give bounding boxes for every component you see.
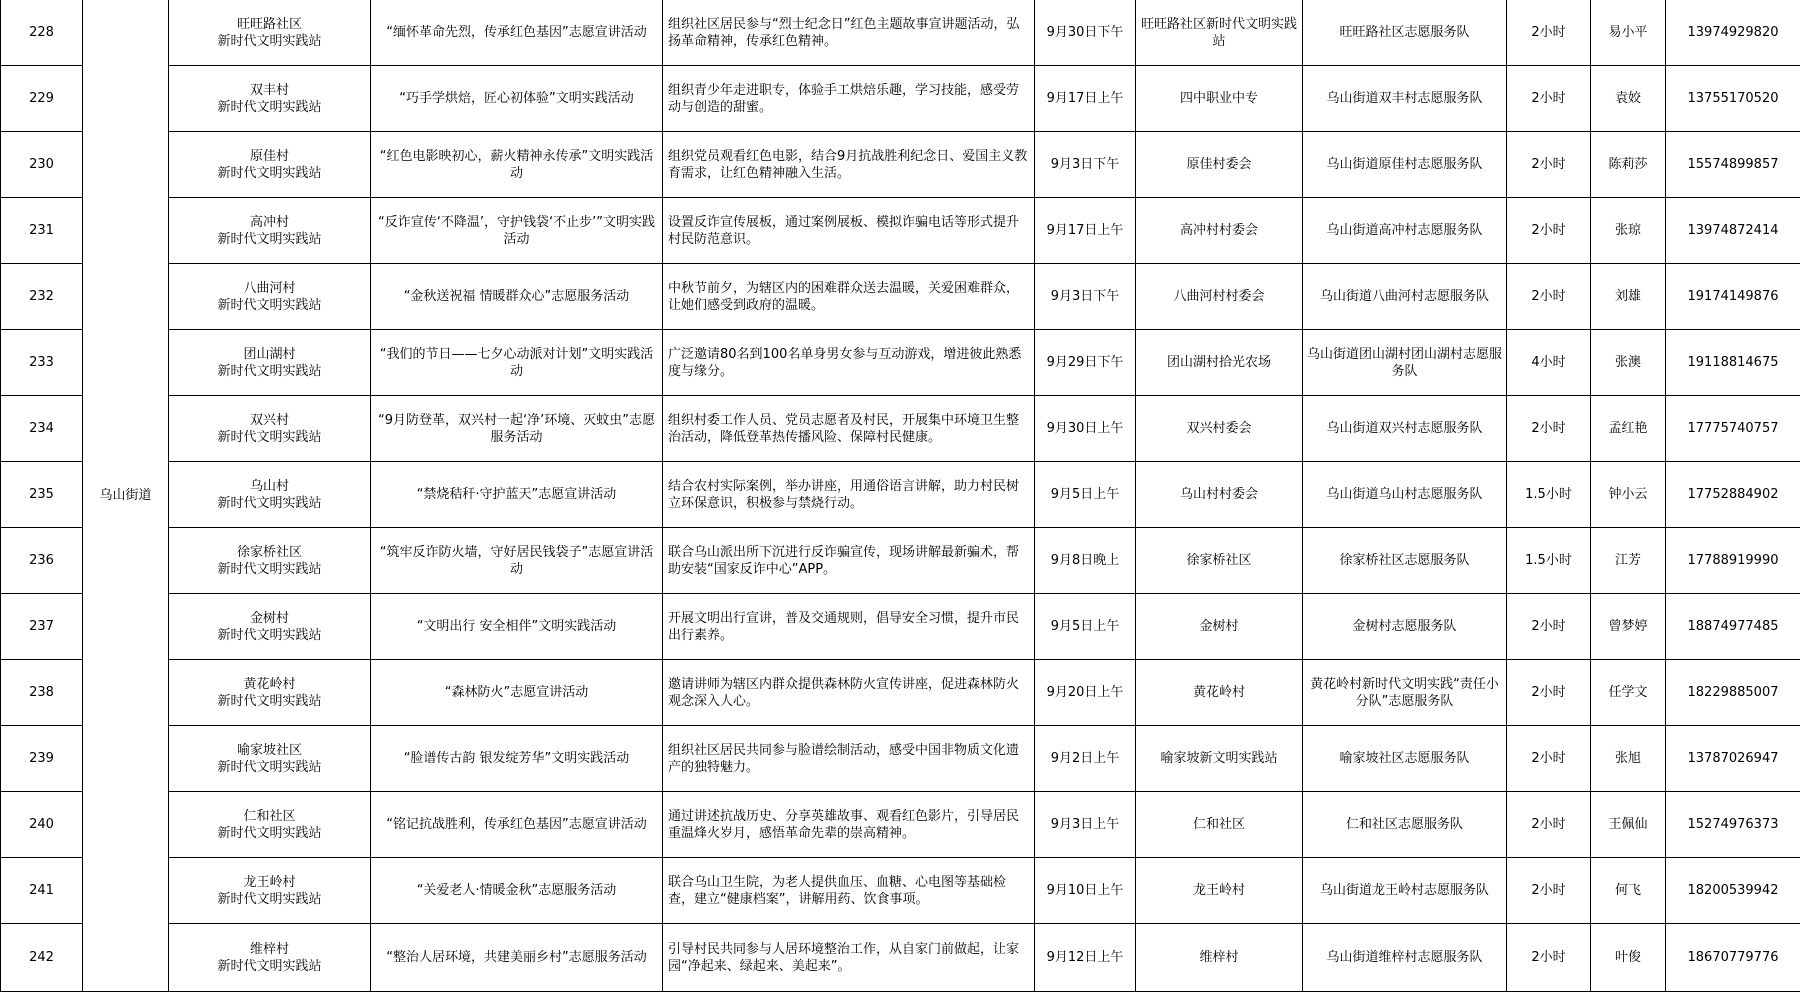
station-type: 新时代文明实践站: [173, 825, 366, 842]
contact-person-cell: 任学文: [1591, 660, 1666, 726]
activity-place-cell: 团山湖村拾光农场: [1136, 330, 1303, 396]
row-number-cell: 240: [1, 792, 83, 858]
station-type: 新时代文明实践站: [173, 891, 366, 908]
activity-description-cell: 中秋节前夕，为辖区内的困难群众送去温暖，关爱困难群众，让她们感受到政府的温暖。: [663, 264, 1035, 330]
duration-cell: 4小时: [1507, 330, 1591, 396]
service-team-cell: 乌山街道八曲河村志愿服务队: [1303, 264, 1507, 330]
activity-name-cell: “筑牢反诈防火墙，守好居民钱袋子”志愿宣讲活动: [371, 528, 663, 594]
activity-place-cell: 原佳村委会: [1136, 132, 1303, 198]
table-row: [1, 792, 1800, 858]
station-name: 八曲河村: [173, 280, 366, 297]
phone-cell: 18229885007: [1666, 660, 1800, 726]
duration-cell: 2小时: [1507, 924, 1591, 992]
station-cell: [169, 660, 371, 726]
station-type: 新时代文明实践站: [173, 33, 366, 50]
duration-cell: 2小时: [1507, 396, 1591, 462]
duration-cell: 2小时: [1507, 264, 1591, 330]
station-name: 喻家坡社区: [173, 742, 366, 759]
activity-name-cell: “铭记抗战胜利，传承红色基因”志愿宣讲活动: [371, 792, 663, 858]
station-name: 黄花岭村: [173, 676, 366, 693]
table-row: [1, 924, 1800, 992]
service-team-cell: 乌山街道高冲村志愿服务队: [1303, 198, 1507, 264]
service-team-cell: 仁和社区志愿服务队: [1303, 792, 1507, 858]
service-team-cell: 喻家坡社区志愿服务队: [1303, 726, 1507, 792]
table-body: [1, 0, 1800, 992]
activity-description-cell: 组织社区居民共同参与脸谱绘制活动，感受中国非物质文化遗产的独特魅力。: [663, 726, 1035, 792]
contact-person-cell: 叶俊: [1591, 924, 1666, 992]
phone-cell: 18670779776: [1666, 924, 1800, 992]
duration-cell: 2小时: [1507, 792, 1591, 858]
activity-place-cell: 乌山村村委会: [1136, 462, 1303, 528]
duration-cell: 2小时: [1507, 0, 1591, 66]
row-number-cell: 237: [1, 594, 83, 660]
station-name: 维梓村: [173, 941, 366, 958]
station-type: 新时代文明实践站: [173, 627, 366, 644]
station-cell: [169, 858, 371, 924]
station-cell: [169, 132, 371, 198]
station-cell: [169, 66, 371, 132]
station-name: 团山湖村: [173, 346, 366, 363]
phone-cell: 13787026947: [1666, 726, 1800, 792]
service-team-cell: 旺旺路社区志愿服务队: [1303, 0, 1507, 66]
station-cell: [169, 462, 371, 528]
station-type: 新时代文明实践站: [173, 693, 366, 710]
row-number-cell: 234: [1, 396, 83, 462]
station-name: 高冲村: [173, 214, 366, 231]
activity-time-cell: 9月3日下午: [1035, 132, 1136, 198]
station-name: 双丰村: [173, 82, 366, 99]
activity-place-cell: 旺旺路社区新时代文明实践站: [1136, 0, 1303, 66]
contact-person-cell: 孟红艳: [1591, 396, 1666, 462]
row-number-cell: 229: [1, 66, 83, 132]
activity-description-cell: 结合农村实际案例，举办讲座，用通俗语言讲解，助力村民树立环保意识，积极参与禁烧行动。: [663, 462, 1035, 528]
contact-person-cell: 陈莉莎: [1591, 132, 1666, 198]
station-cell: [169, 198, 371, 264]
district-cell: 乌山街道: [83, 0, 169, 992]
phone-cell: 19174149876: [1666, 264, 1800, 330]
activity-place-cell: 金树村: [1136, 594, 1303, 660]
service-team-cell: 乌山街道双兴村志愿服务队: [1303, 396, 1507, 462]
activity-description-cell: 组织青少年走进职专，体验手工烘焙乐趣，学习技能，感受劳动与创造的甜蜜。: [663, 66, 1035, 132]
activity-name-cell: “森林防火”志愿宣讲活动: [371, 660, 663, 726]
service-team-cell: 乌山街道乌山村志愿服务队: [1303, 462, 1507, 528]
phone-cell: 13974872414: [1666, 198, 1800, 264]
station-cell: [169, 0, 371, 66]
activity-name-cell: “脸谱传古韵 银发绽芳华”文明实践活动: [371, 726, 663, 792]
station-cell: [169, 792, 371, 858]
table-row: [1, 198, 1800, 264]
station-cell: [169, 264, 371, 330]
table-row: [1, 396, 1800, 462]
service-team-cell: 乌山街道原佳村志愿服务队: [1303, 132, 1507, 198]
station-cell: [169, 594, 371, 660]
activity-time-cell: 9月8日晚上: [1035, 528, 1136, 594]
activity-time-cell: 9月30日下午: [1035, 0, 1136, 66]
contact-person-cell: 刘雄: [1591, 264, 1666, 330]
activity-description-cell: 组织党员观看红色电影，结合9月抗战胜利纪念日、爱国主义教育需求，让红色精神融入生活。: [663, 132, 1035, 198]
activity-time-cell: 9月12日上午: [1035, 924, 1136, 992]
contact-person-cell: 江芳: [1591, 528, 1666, 594]
station-type: 新时代文明实践站: [173, 759, 366, 776]
duration-cell: 2小时: [1507, 726, 1591, 792]
station-cell: [169, 924, 371, 992]
activity-description-cell: 广泛邀请80名到100名单身男女参与互动游戏，增进彼此熟悉度与缘分。: [663, 330, 1035, 396]
service-team-cell: 金树村志愿服务队: [1303, 594, 1507, 660]
activity-description-cell: 引导村民共同参与人居环境整治工作，从自家门前做起，让家园“净起来、绿起来、美起来”。: [663, 924, 1035, 992]
duration-cell: 2小时: [1507, 660, 1591, 726]
activity-place-cell: 仁和社区: [1136, 792, 1303, 858]
activity-place-cell: 八曲河村村委会: [1136, 264, 1303, 330]
activity-time-cell: 9月3日上午: [1035, 792, 1136, 858]
table-row: [1, 132, 1800, 198]
activity-time-cell: 9月20日上午: [1035, 660, 1136, 726]
station-name: 金树村: [173, 610, 366, 627]
contact-person-cell: 袁姣: [1591, 66, 1666, 132]
activity-description-cell: 邀请讲师为辖区内群众提供森林防火宣传讲座，促进森林防火观念深入人心。: [663, 660, 1035, 726]
phone-cell: 18874977485: [1666, 594, 1800, 660]
activity-name-cell: “我们的节日——七夕心动派对计划”文明实践活动: [371, 330, 663, 396]
row-number-cell: 238: [1, 660, 83, 726]
phone-cell: 13974929820: [1666, 0, 1800, 66]
table-row: [1, 660, 1800, 726]
station-type: 新时代文明实践站: [173, 363, 366, 380]
activity-place-cell: 四中职业中专: [1136, 66, 1303, 132]
duration-cell: 1.5小时: [1507, 528, 1591, 594]
service-team-cell: 黄花岭村新时代文明实践“责任小分队”志愿服务队: [1303, 660, 1507, 726]
activity-time-cell: 9月5日上午: [1035, 462, 1136, 528]
station-name: 龙王岭村: [173, 874, 366, 891]
activity-description-cell: 联合乌山卫生院，为老人提供血压、血糖、心电图等基础检查，建立“健康档案”，讲解用药、饮食事项。: [663, 858, 1035, 924]
service-team-cell: 乌山街道双丰村志愿服务队: [1303, 66, 1507, 132]
activity-name-cell: “反诈宣传‘不降温’，守护钱袋‘不止步’”文明实践活动: [371, 198, 663, 264]
contact-person-cell: 钟小云: [1591, 462, 1666, 528]
table-row: [1, 330, 1800, 396]
station-name: 乌山村: [173, 478, 366, 495]
activity-place-cell: 徐家桥社区: [1136, 528, 1303, 594]
activity-description-cell: 开展文明出行宣讲，普及交通规则，倡导安全习惯，提升市民出行素养。: [663, 594, 1035, 660]
activity-name-cell: “关爱老人·情暖金秋”志愿服务活动: [371, 858, 663, 924]
duration-cell: 2小时: [1507, 198, 1591, 264]
table-row: [1, 462, 1800, 528]
activity-description-cell: 组织村委工作人员、党员志愿者及村民，开展集中环境卫生整治活动，降低登革热传播风险、保障村民健康。: [663, 396, 1035, 462]
contact-person-cell: 何飞: [1591, 858, 1666, 924]
activity-name-cell: “缅怀革命先烈，传承红色基因”志愿宣讲活动: [371, 0, 663, 66]
activity-time-cell: 9月2日上午: [1035, 726, 1136, 792]
service-team-cell: 徐家桥社区志愿服务队: [1303, 528, 1507, 594]
table-row: [1, 528, 1800, 594]
duration-cell: 2小时: [1507, 594, 1591, 660]
duration-cell: 2小时: [1507, 132, 1591, 198]
row-number-cell: 228: [1, 0, 83, 66]
phone-cell: 17775740757: [1666, 396, 1800, 462]
station-cell: [169, 726, 371, 792]
row-number-cell: 236: [1, 528, 83, 594]
activity-time-cell: 9月5日上午: [1035, 594, 1136, 660]
contact-person-cell: 张澳: [1591, 330, 1666, 396]
activity-time-cell: 9月10日上午: [1035, 858, 1136, 924]
row-number-cell: 235: [1, 462, 83, 528]
activity-description-cell: 设置反诈宣传展板，通过案例展板、模拟诈骗电话等形式提升村民防范意识。: [663, 198, 1035, 264]
duration-cell: 1.5小时: [1507, 462, 1591, 528]
activity-place-cell: 双兴村委会: [1136, 396, 1303, 462]
row-number-cell: 233: [1, 330, 83, 396]
activity-place-cell: 龙王岭村: [1136, 858, 1303, 924]
station-name: 原佳村: [173, 148, 366, 165]
station-type: 新时代文明实践站: [173, 99, 366, 116]
table-row: [1, 264, 1800, 330]
station-cell: [169, 528, 371, 594]
station-type: 新时代文明实践站: [173, 561, 366, 578]
station-type: 新时代文明实践站: [173, 495, 366, 512]
phone-cell: 15574899857: [1666, 132, 1800, 198]
phone-cell: 17752884902: [1666, 462, 1800, 528]
service-team-cell: 乌山街道团山湖村团山湖村志愿服务队: [1303, 330, 1507, 396]
station-name: 仁和社区: [173, 808, 366, 825]
activity-time-cell: 9月29日下午: [1035, 330, 1136, 396]
station-name: 旺旺路社区: [173, 16, 366, 33]
activity-place-cell: 喻家坡新文明实践站: [1136, 726, 1303, 792]
activity-name-cell: “文明出行 安全相伴”文明实践活动: [371, 594, 663, 660]
row-number-cell: 231: [1, 198, 83, 264]
contact-person-cell: 曾梦婷: [1591, 594, 1666, 660]
activity-name-cell: “金秋送祝福 情暖群众心”志愿服务活动: [371, 264, 663, 330]
service-team-cell: 乌山街道龙王岭村志愿服务队: [1303, 858, 1507, 924]
contact-person-cell: 王佩仙: [1591, 792, 1666, 858]
activity-name-cell: “禁烧秸秆·守护蓝天”志愿宣讲活动: [371, 462, 663, 528]
station-cell: [169, 396, 371, 462]
phone-cell: 13755170520: [1666, 66, 1800, 132]
station-type: 新时代文明实践站: [173, 231, 366, 248]
activity-name-cell: “红色电影映初心，薪火精神永传承”文明实践活动: [371, 132, 663, 198]
phone-cell: 15274976373: [1666, 792, 1800, 858]
contact-person-cell: 张琼: [1591, 198, 1666, 264]
activity-name-cell: “巧手学烘焙，匠心初体验”文明实践活动: [371, 66, 663, 132]
station-cell: [169, 330, 371, 396]
table-row: [1, 0, 1800, 66]
row-number-cell: 241: [1, 858, 83, 924]
phone-cell: 19118814675: [1666, 330, 1800, 396]
activity-place-cell: 黄花岭村: [1136, 660, 1303, 726]
station-type: 新时代文明实践站: [173, 429, 366, 446]
station-name: 徐家桥社区: [173, 544, 366, 561]
activity-description-cell: 通过讲述抗战历史、分享英雄故事、观看红色影片，引导居民重温烽火岁月，感悟革命先辈的崇高精神。: [663, 792, 1035, 858]
contact-person-cell: 张旭: [1591, 726, 1666, 792]
activity-description-cell: 组织社区居民参与“烈士纪念日”红色主题故事宣讲题活动，弘扬革命精神，传承红色精神。: [663, 0, 1035, 66]
table-row: [1, 858, 1800, 924]
duration-cell: 2小时: [1507, 858, 1591, 924]
contact-person-cell: 易小平: [1591, 0, 1666, 66]
service-team-cell: 乌山街道维梓村志愿服务队: [1303, 924, 1507, 992]
activity-name-cell: “9月防登革，双兴村一起‘净’环境、灭蚊虫”志愿服务活动: [371, 396, 663, 462]
activity-time-cell: 9月3日下午: [1035, 264, 1136, 330]
phone-cell: 18200539942: [1666, 858, 1800, 924]
row-number-cell: 232: [1, 264, 83, 330]
activity-description-cell: 联合乌山派出所下沉进行反诈骗宣传，现场讲解最新骗术，帮助安装“国家反诈中心”APP。: [663, 528, 1035, 594]
phone-cell: 17788919990: [1666, 528, 1800, 594]
activity-time-cell: 9月30日上午: [1035, 396, 1136, 462]
station-name: 双兴村: [173, 412, 366, 429]
table-row: [1, 594, 1800, 660]
activity-place-cell: 维梓村: [1136, 924, 1303, 992]
activity-place-cell: 高冲村村委会: [1136, 198, 1303, 264]
row-number-cell: 242: [1, 924, 83, 992]
row-number-cell: 230: [1, 132, 83, 198]
station-type: 新时代文明实践站: [173, 958, 366, 975]
station-type: 新时代文明实践站: [173, 165, 366, 182]
activity-time-cell: 9月17日上午: [1035, 66, 1136, 132]
table-row: [1, 726, 1800, 792]
row-number-cell: 239: [1, 726, 83, 792]
duration-cell: 2小时: [1507, 66, 1591, 132]
table-row: [1, 66, 1800, 132]
activity-name-cell: “整治人居环境，共建美丽乡村”志愿服务活动: [371, 924, 663, 992]
activity-time-cell: 9月17日上午: [1035, 198, 1136, 264]
station-type: 新时代文明实践站: [173, 297, 366, 314]
